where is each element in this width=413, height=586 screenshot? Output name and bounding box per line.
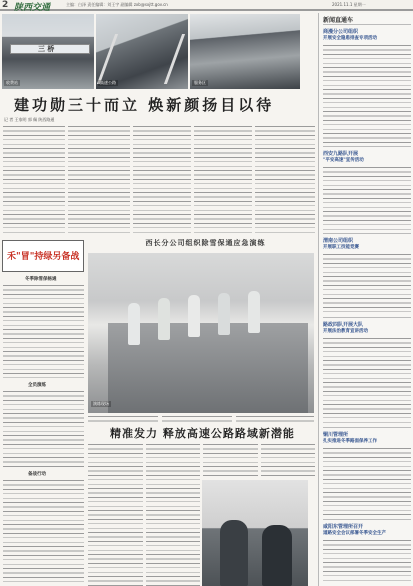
article-column-2 — [68, 124, 130, 236]
sidebar-item-title: 咸阳东管理所召开 — [323, 524, 364, 530]
sidebar-item-body — [323, 43, 411, 143]
article-column-3 — [133, 124, 191, 236]
officer-figure — [262, 525, 292, 586]
bottom-headline: 精准发力 释放高速公路路域新潜能 — [110, 427, 295, 440]
inspector-figure — [220, 520, 248, 586]
news-sidebar — [318, 13, 413, 586]
sidebar-item-title: 商漫分公司组织 — [323, 29, 359, 35]
section-title-box — [2, 240, 84, 272]
divider — [323, 427, 411, 428]
article-column-5 — [255, 124, 315, 236]
left-article-block-1 — [3, 283, 84, 378]
divider — [323, 519, 411, 520]
toll-station-photo — [2, 14, 94, 89]
sidebar-item-subtitle: 道路安全会议部署冬季安全生产 — [323, 531, 386, 536]
bottom-column-2 — [146, 442, 200, 586]
photo-caption-text-3 — [236, 414, 314, 424]
page-number: 2 — [2, 0, 9, 10]
main-headline: 建功勋三十而立 焕新颜扬目以待 — [14, 96, 275, 114]
divider — [323, 233, 411, 234]
bottom-column-4 — [261, 442, 315, 478]
photo-caption: 演练现场 — [93, 401, 109, 406]
article-column-4 — [194, 124, 252, 236]
highway-lanes — [97, 34, 185, 84]
byline: 记 者 王家明 郭 佩 陕西路通 — [4, 117, 55, 122]
left-article-block-2 — [3, 389, 84, 467]
sidebar-item-title: 渭南公司组织 — [323, 238, 354, 244]
drill-headline: 西长分公司组织除雪保通应急演练 — [145, 238, 266, 247]
service-area-photo — [190, 14, 300, 89]
snow-drill-photo — [88, 253, 314, 413]
divider — [323, 317, 411, 318]
photo-caption: 服务区 — [194, 80, 206, 85]
issue-date: 2021.11.1 星期一 — [332, 2, 366, 7]
article-column-1 — [3, 124, 65, 236]
sidebar-title: 新闻直通车 — [323, 17, 354, 24]
worker-figure — [158, 298, 170, 340]
divider — [323, 146, 411, 147]
sidebar-item-subtitle: 开展职工技能竞赛 — [323, 245, 359, 250]
sub-heading: 备战行动 — [28, 472, 46, 477]
highway-aerial-photo — [96, 14, 188, 89]
sidebar-item-title: 西安九路队开展 — [323, 151, 359, 157]
worker-figure — [218, 293, 230, 335]
sidebar-item-body — [323, 165, 411, 231]
photo-caption: 收费站 — [6, 80, 18, 85]
sidebar-item-body — [323, 446, 411, 516]
inspection-photo — [202, 480, 308, 586]
sub-heading: 冬季除雪保畅通 — [25, 277, 57, 282]
divider — [323, 24, 411, 25]
sidebar-item-subtitle: 开展安全隐患排查专项活动 — [323, 36, 377, 41]
sidebar-item-body — [323, 252, 411, 314]
sidebar-item-subtitle: 开展法治教育宣讲活动 — [323, 329, 368, 334]
photo-caption: 高速公路 — [100, 80, 116, 85]
masthead — [0, 0, 413, 11]
bottom-column-1 — [88, 442, 143, 586]
photo-caption-text-1 — [88, 414, 158, 424]
worker-figure — [188, 295, 200, 337]
worker-figure — [128, 303, 140, 345]
sidebar-item-subtitle: 扎实推进冬季路面保养工作 — [323, 439, 377, 444]
editor-info: 主编：白泽 责任编辑：刘王宇 副编辑 zxb@sxjtt.gov.cn — [66, 2, 168, 7]
toll-sign-text: 三 桥 — [38, 45, 55, 53]
sidebar-item-title: 路政四队开展大队 — [323, 322, 364, 328]
left-article-block-3 — [3, 478, 84, 586]
worker-figure — [248, 291, 260, 333]
section-title: 禾"冒"持绿另备战 — [7, 252, 80, 262]
photo-caption-text-2 — [162, 414, 232, 424]
sidebar-item-subtitle: "平安高速"宣传活动 — [323, 158, 364, 163]
bottom-column-3 — [203, 442, 258, 478]
sub-heading: 全员演练 — [28, 383, 46, 388]
paper-logo: 陕西交通 — [14, 3, 51, 13]
sidebar-item-title: 铜川管理所 — [323, 432, 349, 438]
sidebar-item-body — [323, 336, 411, 424]
sidebar-item-body — [323, 538, 411, 584]
